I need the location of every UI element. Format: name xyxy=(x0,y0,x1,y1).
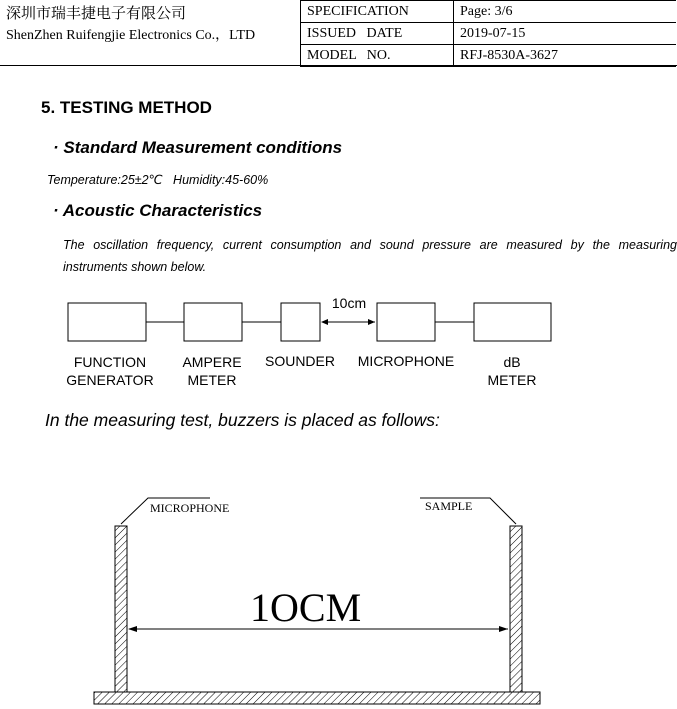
distance-label: 10cm xyxy=(331,295,367,311)
microphone-label: MICROPHONE xyxy=(357,353,455,369)
db-meter-block xyxy=(474,303,551,341)
company-name-en: ShenZhen Ruifengjie Electronics Co.，LTD xyxy=(6,28,256,43)
acoustic-description: The oscillation frequency, current consumption and sound pressure are measured by the measuring instruments shown below. xyxy=(63,238,677,274)
company-name-cn: 深圳市瑞丰捷电子有限公司 xyxy=(6,6,187,22)
ampere-meter-block xyxy=(184,303,242,341)
spec-header-table xyxy=(300,0,676,67)
header-divider xyxy=(0,65,677,66)
sounder-label: SOUNDER xyxy=(264,353,335,369)
microphone-callout: MICROPHONE xyxy=(150,501,230,515)
sample-stand xyxy=(510,526,522,692)
spec-row xyxy=(301,1,677,23)
placement-text: In the measuring test, buzzers is placed as follows: xyxy=(45,410,440,430)
page-number: Page: 3/6 xyxy=(454,1,677,23)
function-generator-label: FUNCTION GENERATOR xyxy=(66,354,154,388)
model-label: MODEL NO. xyxy=(301,45,454,67)
sample-callout: SAMPLE xyxy=(425,499,473,513)
measurement-heading: · Standard Measurement conditions xyxy=(53,138,343,157)
company-name-block xyxy=(6,4,296,46)
model-row xyxy=(301,45,677,67)
microphone-block xyxy=(377,303,435,341)
spec-label: SPECIFICATION xyxy=(301,1,454,23)
function-generator-block xyxy=(68,303,146,341)
model-value: RFJ-8530A-3627 xyxy=(454,45,677,67)
ampere-meter-label: AMPERE METER xyxy=(182,354,242,388)
db-meter-label: dB METER xyxy=(487,354,537,388)
measurement-conditions: Temperature:25±2℃ Humidity:45-60% xyxy=(47,173,269,187)
sounder-block xyxy=(281,303,320,341)
issued-date-row xyxy=(301,23,677,45)
distance-value: 1OCM xyxy=(250,585,362,630)
issued-date-value: 2019-07-15 xyxy=(454,23,677,45)
acoustic-heading: · Acoustic Characteristics xyxy=(53,201,263,220)
microphone-stand xyxy=(115,526,127,692)
base-plate xyxy=(94,692,540,704)
section-title: 5. TESTING METHOD xyxy=(41,98,212,117)
issued-date-label: ISSUED DATE xyxy=(301,23,454,45)
